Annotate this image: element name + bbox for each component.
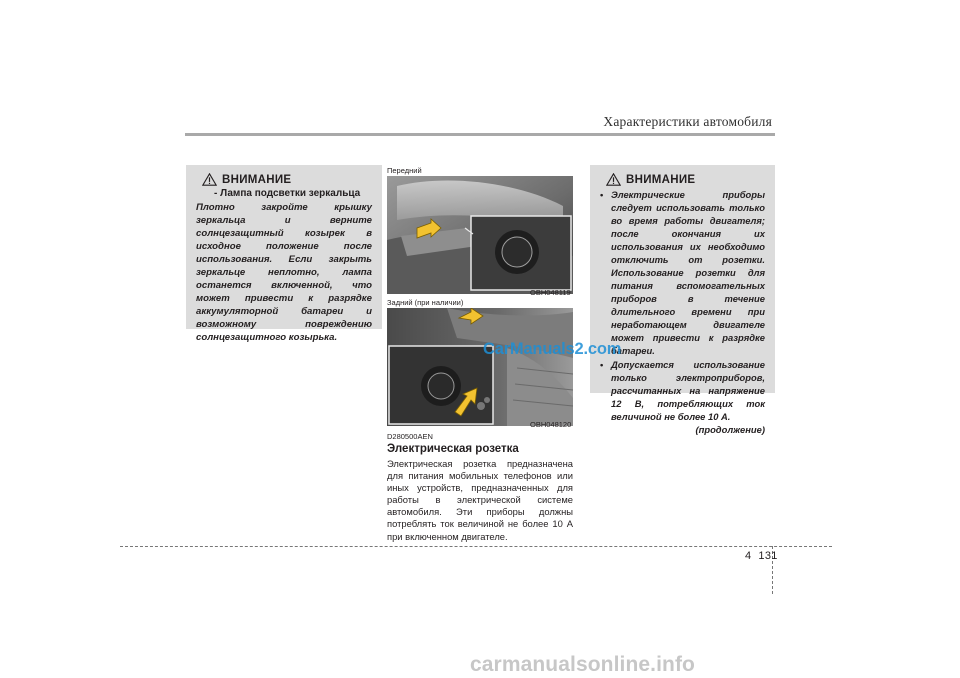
figure-rear-photo <box>387 308 573 426</box>
section-title: Электрическая розетка <box>387 443 519 455</box>
section-body: Электрическая розетка предназначена для питания мобильных телефонов или иных устройств, предназначенных для работы в электрической системе автомобиля. Эти приборы должны потреблять ток величиной не более 10 А при включенном двигателе. <box>387 458 573 542</box>
warning-bullet: • Допускается использование только электроприборов, рассчитанных на напряжение 12 В, потребляющих ток величиной не более 10 А. <box>600 358 765 423</box>
warning-bullet-list <box>600 188 765 423</box>
warning-box-mirror-lamp <box>186 165 382 343</box>
figure-front-photo <box>387 176 573 294</box>
header-rule <box>185 133 775 136</box>
figure-front-caption: Передний <box>387 166 422 175</box>
warning-heading <box>606 173 765 186</box>
warning-title: ВНИМАНИЕ <box>626 173 696 186</box>
page-number <box>745 550 778 562</box>
figure-front-code: OBH048119 <box>530 288 571 297</box>
warning-subtitle: - Лампа подсветки зеркальца <box>214 188 361 199</box>
site-watermark: carmanualsonline.info <box>470 653 695 676</box>
warning-triangle-icon <box>202 173 217 186</box>
page-number-value: 131 <box>758 550 778 562</box>
page-header-title: Характеристики автомобиля <box>603 114 772 129</box>
watermark-text: CarManuals2.com <box>483 340 622 358</box>
figure-rear-code: OBH048120 <box>530 420 572 429</box>
footer-rule <box>120 546 832 547</box>
section-code: D280500AEN <box>387 432 433 441</box>
warning-bullet: • Электрические приборы следует использовать только во время работы двигателя; после окончания их использования их необходимо отключить от розетки. Использование розетки для питания вспомогательных приборов в течение длительного времени при неработающем двигателе может привести к разрядке батареи. <box>600 188 765 357</box>
continued-note: (продолжение) <box>695 424 765 435</box>
chapter-number: 4 <box>745 550 752 562</box>
figure-rear-caption: Задний (при наличии) <box>387 298 464 307</box>
warning-triangle-icon <box>606 173 621 186</box>
warning-body: Плотно закройте крышку зеркальца и верните солнцезащитный козырек в исходное положение после использования. Если закрыть зеркальце неплотно, лампа останется включенной, что может привести к разрядке аккумуляторной батареи и возможному повреждению солнцезащитного козырька. <box>196 202 372 343</box>
warning-heading <box>202 173 372 186</box>
warning-title: ВНИМАНИЕ <box>222 173 292 186</box>
